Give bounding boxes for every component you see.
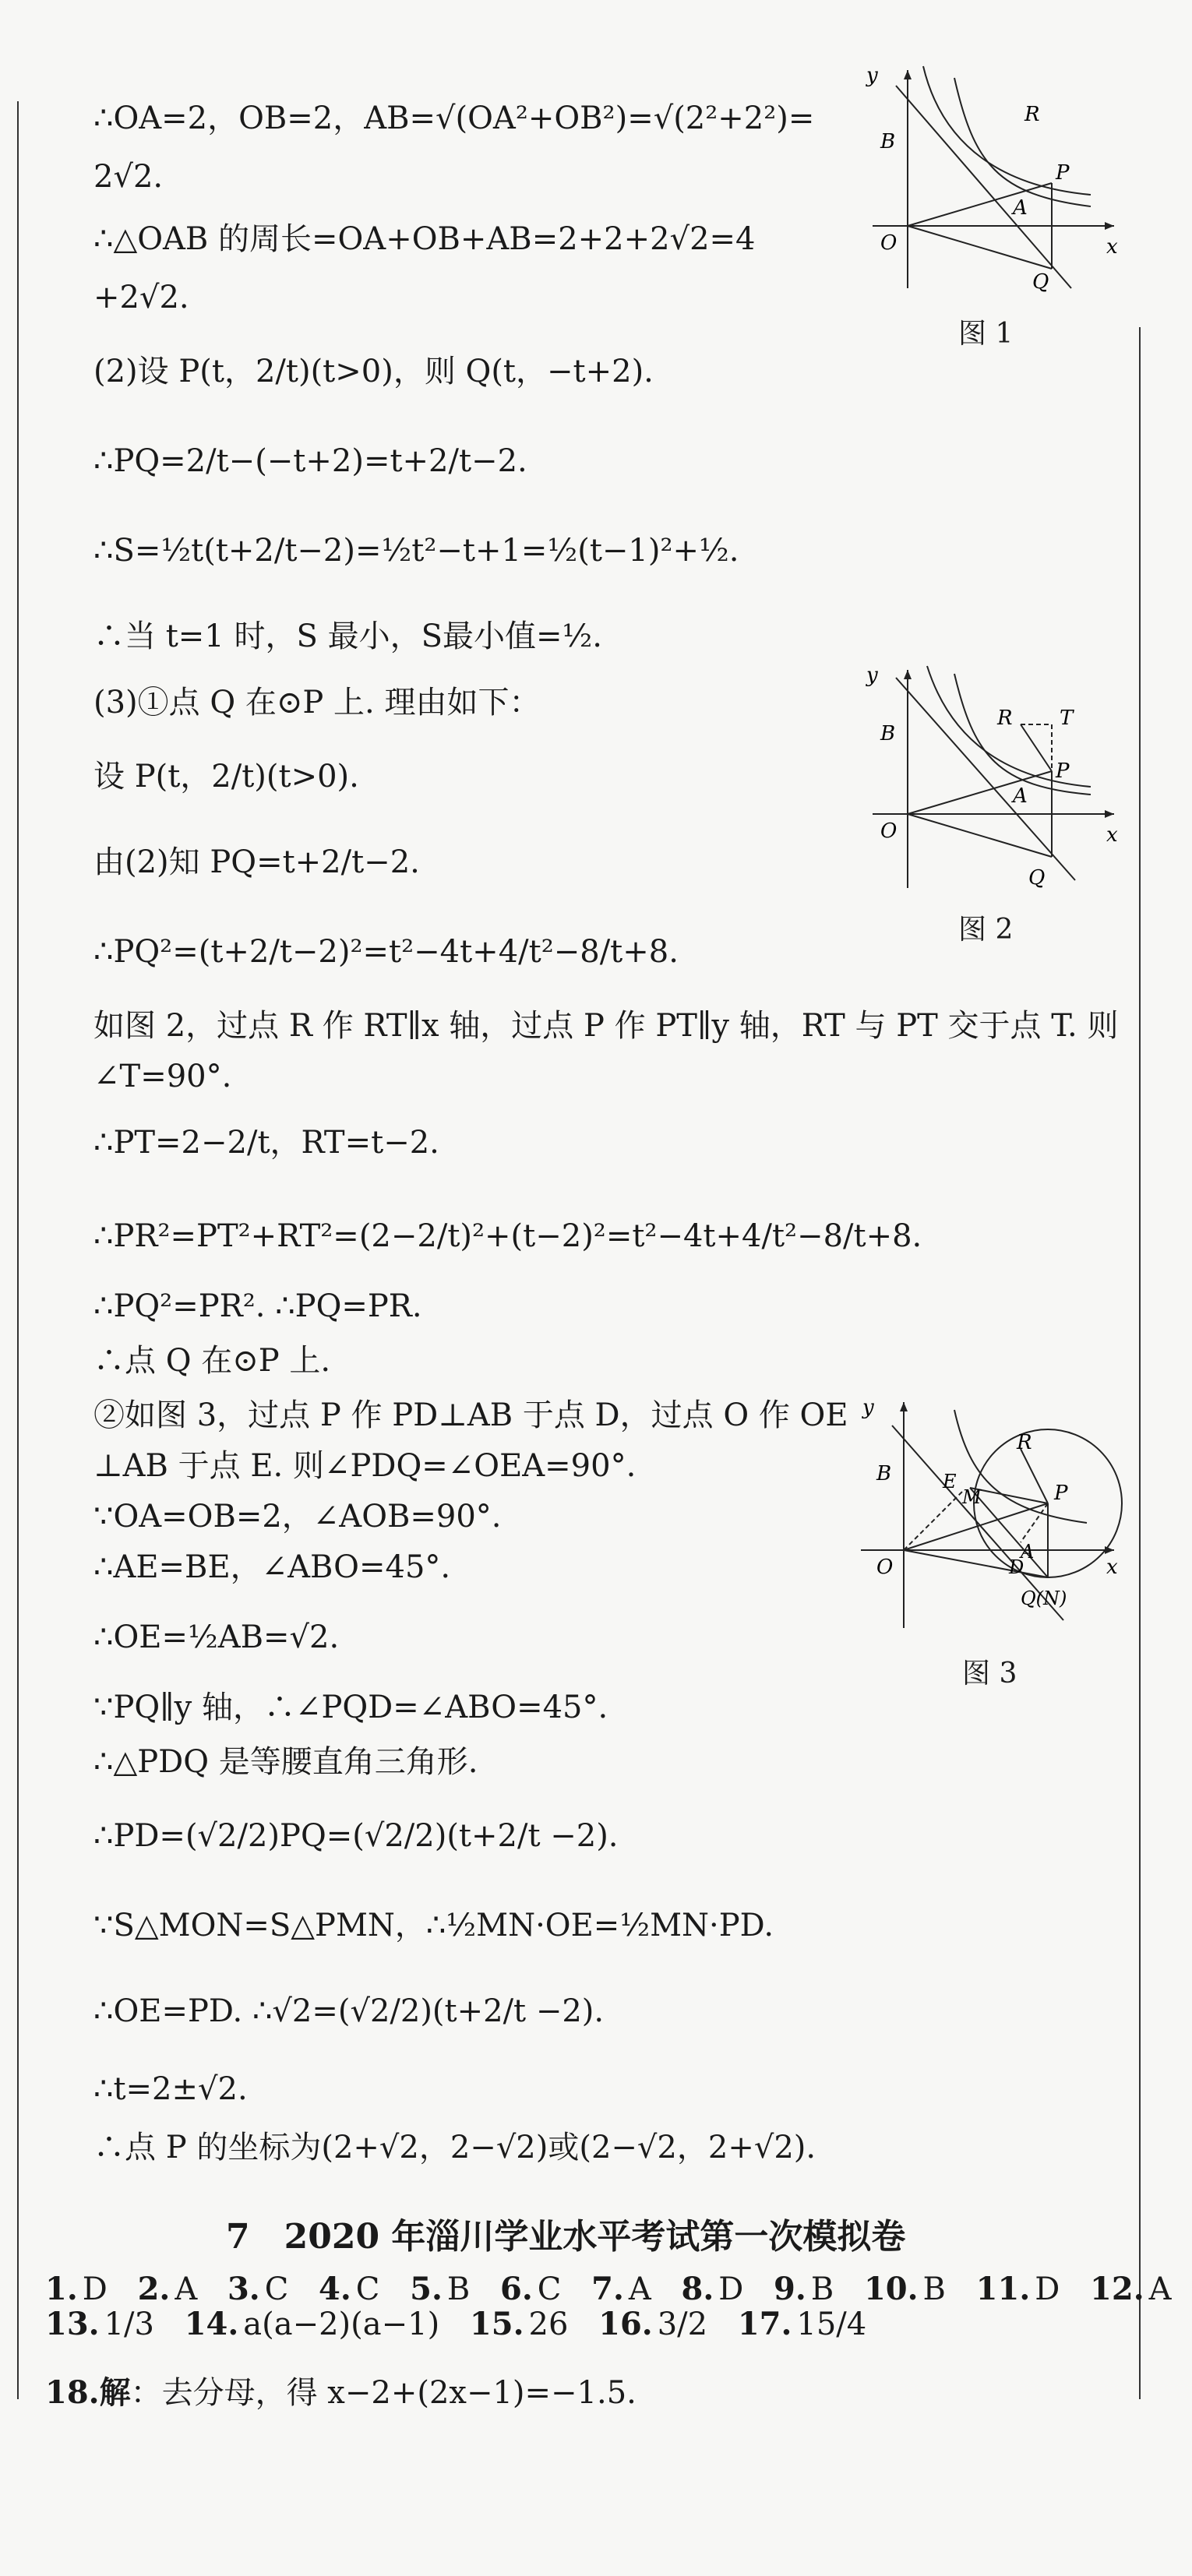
text-line: 由(2)知 PQ=t+2/t−2. [93, 844, 420, 880]
label-m: M [962, 1486, 982, 1508]
figure-2 [865, 662, 1122, 896]
segment-op [908, 183, 1052, 226]
label-b: B [876, 1462, 892, 1485]
label-p: P [1056, 759, 1070, 783]
figure-1 [865, 62, 1122, 296]
text-line: +2√2. [93, 280, 189, 315]
solution-number: 18. [45, 2374, 100, 2411]
text-line: ∴点 Q 在⊙P 上. [93, 1343, 331, 1379]
label-o: O [880, 819, 898, 843]
answer-item: 11. D [975, 2271, 1060, 2307]
text-line: (2)设 P(t，2/t)(t>0)，则 Q(t，−t+2). [93, 354, 654, 389]
answer-item: 2. A [137, 2271, 198, 2307]
text-line: ∠T=90°. [93, 1059, 232, 1094]
label-x: x [1106, 1556, 1118, 1579]
label-a: A [1013, 196, 1028, 220]
label-e: E [943, 1471, 957, 1492]
answer-item: 13. 1/3 [45, 2306, 154, 2342]
label-p: P [1054, 1482, 1068, 1505]
label-o: O [880, 231, 898, 255]
section-title: 7 2020 年淄川学业水平考试第一次模拟卷 [226, 2217, 906, 2257]
answer-item: 4. C [319, 2271, 380, 2307]
answer-item: 5. B [410, 2271, 471, 2307]
answer-item: 12. A [1090, 2271, 1172, 2307]
answer-item: 17. 15/4 [737, 2306, 867, 2342]
label-r: R [1024, 103, 1040, 126]
label-y: y [866, 664, 878, 687]
text-line: ②如图 3，过点 P 作 PD⊥AB 于点 D，过点 O 作 OE [93, 1397, 848, 1433]
text-line: ∵S△MON=S△PMN，∴½MN·OE=½MN·PD. [93, 1908, 774, 1943]
text-line: ∴PQ²=(t+2/t−2)²=t²−4t+4/t²−8/t+8. [93, 934, 679, 970]
text-line: ∵PQ∥y 轴，∴∠PQD=∠ABO=45°. [93, 1690, 608, 1725]
solution-text: ：去分母，得 x−2+(2x−1)=−1.5. [130, 2375, 637, 2411]
segment-rp [1021, 1449, 1048, 1503]
label-y: y [862, 1396, 874, 1419]
text-line: ∴点 P 的坐标为(2+√2，2−√2)或(2−√2，2+√2). [93, 2130, 816, 2165]
label-r: R [1017, 1431, 1032, 1454]
text-line: ∴OE=PD. ∴√2=(√2/2)(t+2/t −2). [93, 1993, 605, 2029]
answers-row-1 [45, 2271, 1192, 2307]
text-line: 设 P(t，2/t)(t>0). [93, 759, 359, 795]
answer-item: 7. A [591, 2271, 651, 2307]
text-line: ∴OA=2，OB=2，AB=√(OA²+OB²)=√(2²+2²)= [93, 100, 815, 136]
answer-item: 8. D [681, 2271, 744, 2307]
label-a: A [1021, 1541, 1035, 1563]
right-margin-rule [1139, 327, 1141, 2399]
figure-3-caption: 图 3 [962, 1658, 1017, 1690]
segment-op [908, 771, 1052, 814]
label-q: Q [1028, 866, 1046, 890]
label-y: y [866, 64, 878, 87]
text-line: ∴S=½t(t+2/t−2)=½t²−t+1=½(t−1)²+½. [93, 533, 739, 569]
hyperbola-upper [954, 674, 1091, 795]
segment-oq [908, 814, 1052, 857]
label-b: B [880, 130, 896, 153]
text-line: ∴OE=½AB=√2. [93, 1619, 340, 1655]
figure-3 [853, 1394, 1122, 1644]
text-line: ∴t=2±√2. [93, 2071, 248, 2107]
text-line: ∴PT=2−2/t，RT=t−2. [93, 1125, 439, 1161]
text-line: ∴PR²=PT²+RT²=(2−2/t)²+(t−2)²=t²−4t+4/t²−8/t+8. [93, 1218, 922, 1254]
figure-2-caption: 图 2 [958, 914, 1014, 946]
label-q: Q [1032, 270, 1049, 294]
answer-item: 3. C [227, 2271, 289, 2307]
label-x: x [1106, 823, 1118, 847]
label-a: A [1013, 784, 1028, 808]
label-qn: Q(N) [1021, 1588, 1067, 1609]
label-b: B [880, 722, 896, 745]
text-line: (3)①点 Q 在⊙P 上. 理由如下： [93, 685, 541, 721]
answer-item: 15. 26 [469, 2306, 569, 2342]
solution-label: 解 [99, 2374, 131, 2411]
answer-item: 9. B [774, 2271, 834, 2307]
text-line: ∴△PDQ 是等腰直角三角形. [93, 1744, 478, 1780]
text-line: ∴PD=(√2/2)PQ=(√2/2)(t+2/t −2). [93, 1818, 619, 1854]
label-p: P [1056, 161, 1070, 185]
segment-pr [1021, 724, 1052, 771]
text-line: 2√2. [93, 159, 164, 195]
label-x: x [1106, 235, 1118, 259]
solution-18 [45, 2368, 637, 2412]
text-line: ∴△OAB 的周长=OA+OB+AB=2+2+2√2=4 [93, 221, 756, 257]
label-t: T [1060, 707, 1074, 730]
answers-row-2 [45, 2306, 887, 2342]
answer-item: 6. C [500, 2271, 562, 2307]
text-line: ∴AE=BE，∠ABO=45°. [93, 1549, 451, 1585]
segment-pd [1021, 1503, 1048, 1542]
answer-item: 16. 3/2 [598, 2306, 708, 2342]
text-line: ∴PQ=2/t−(−t+2)=t+2/t−2. [93, 443, 527, 479]
figure-1-caption: 图 1 [958, 318, 1014, 350]
text-line: ⊥AB 于点 E. 则∠PDQ=∠OEA=90°. [93, 1448, 637, 1484]
answer-item: 10. B [863, 2271, 946, 2307]
text-line: 如图 2，过点 R 作 RT∥x 轴，过点 P 作 PT∥y 轴，RT 与 PT 交于点 T. 则 [93, 1008, 1119, 1044]
hyperbola-upper [954, 78, 1091, 206]
segment-oq [908, 226, 1052, 269]
left-margin-rule [17, 101, 19, 2399]
answer-item: 14. a(a−2)(a−1) [184, 2306, 440, 2342]
text-line: ∴PQ²=PR². ∴PQ=PR. [93, 1288, 422, 1324]
text-line: ∵OA=OB=2，∠AOB=90°. [93, 1499, 502, 1535]
label-o: O [876, 1556, 894, 1579]
answer-item: 1. D [45, 2271, 108, 2307]
text-line: ∴当 t=1 时，S 最小，S最小值=½. [93, 618, 602, 654]
label-r: R [997, 707, 1013, 730]
label-d: D [1009, 1556, 1024, 1578]
